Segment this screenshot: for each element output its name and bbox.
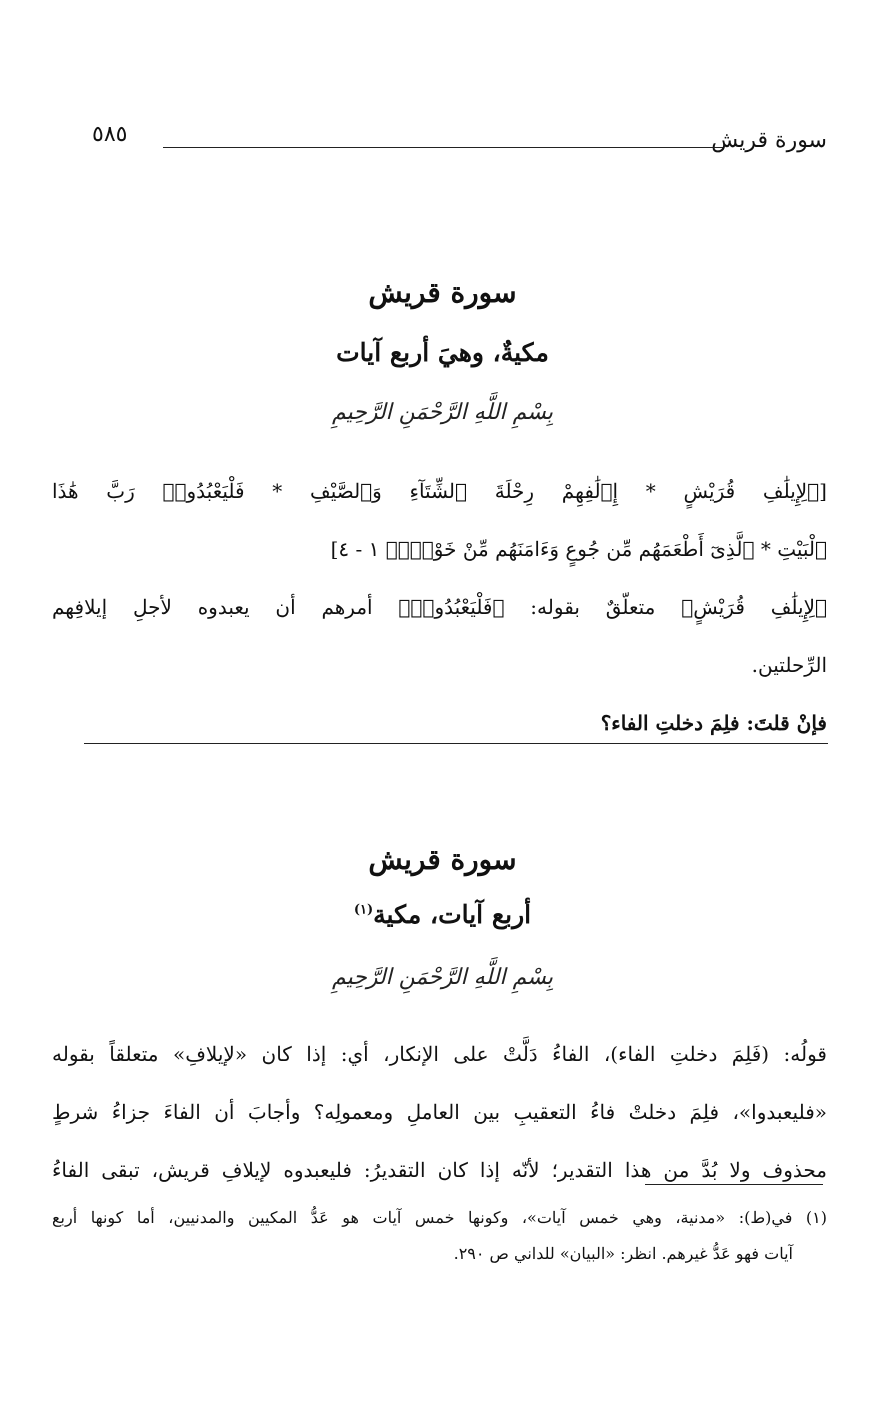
footnote-line: (١) في(ط): «مدنية، وهي خمس آيات»، وكونها خمس آيات هو عَدُّ المكيين والمدنيين، أما كونها أربع [52,1208,827,1227]
paragraph-line: محذوف ولا بُدَّ من هذا التقدير؛ لأنّه إذا كان التقديرُ: فليعبدوه لإيلافِ قريش، تبقى الفاءُ [52,1158,827,1182]
footnote-line: آيات فهو عَدُّ غيرهم. انظر: «البيان» للداني ص ٢٩٠. [453,1244,793,1263]
section1-basmala: بِسْمِ اللَّهِ الرَّحْمَنِ الرَّحِيمِ [331,400,554,425]
section1-title: سورة قريش [368,276,517,309]
running-title: سورة قريش [711,128,827,153]
footnote-marker: (١) [353,902,374,918]
footnote [52,1200,827,1272]
paragraph-line: قولُه: (فَلِمَ دخلتِ الفاء)، الفاءُ دَلَّتْ على الإنكار، أي: إذا كان «لإيلافِ» متعلقاً بقوله [52,1042,827,1066]
header-rule [163,147,723,148]
page-number: ٥٨٥ [92,122,128,147]
question-line: فإنْ قلتَ: فلِمَ دخلتِ الفاء؟ [600,711,827,735]
paragraph-line: «فليعبدوا»، فلِمَ دخلتْ فاءُ التعقيبِ بين العاملِ ومعمولِه؟ وأجابَ أن الفاءَ جزاءُ شرطٍ [52,1100,827,1124]
section1-subtitle: مكيةٌ، وهيَ أربع آيات [336,338,549,367]
section2-subtitle-text: أربع آيات، مكية [373,900,532,929]
section1-body [52,462,827,752]
section2-title: سورة قريش [368,843,517,876]
commentary-line: الرِّحلتين. [751,653,827,677]
section2-subtitle [0,900,885,929]
footnote-rule [645,1184,823,1185]
commentary-line: ﴿لِإِيلَٰفِ قُرَيْشٍ﴾ متعلّقٌ بقوله: ﴿فَلْيَعْبُدُوا۟﴾ أمرهم أن يعبدوه لأجلِ إيلافِهم [52,595,827,619]
section2-body [52,1025,827,1199]
section2-basmala: بِسْمِ اللَّهِ الرَّحْمَنِ الرَّحِيمِ [331,965,554,990]
verse-line: [﴿لِإِيلَٰفِ قُرَيْشٍ * إِۦلَٰفِهِمْ رِحْلَةَ ٱلشِّتَآءِ وَٱلصَّيْفِ * فَلْيَعْبُدُوا۟ رَبَّ هَٰذَا [52,479,827,503]
section-divider [84,743,828,744]
verse-line: ٱلْبَيْتِ * ٱلَّذِىٓ أَطْعَمَهُم مِّن جُوعٍ وَءَامَنَهُم مِّنْ خَوْفٍۭ﴾ ١ - ٤] [330,537,827,561]
